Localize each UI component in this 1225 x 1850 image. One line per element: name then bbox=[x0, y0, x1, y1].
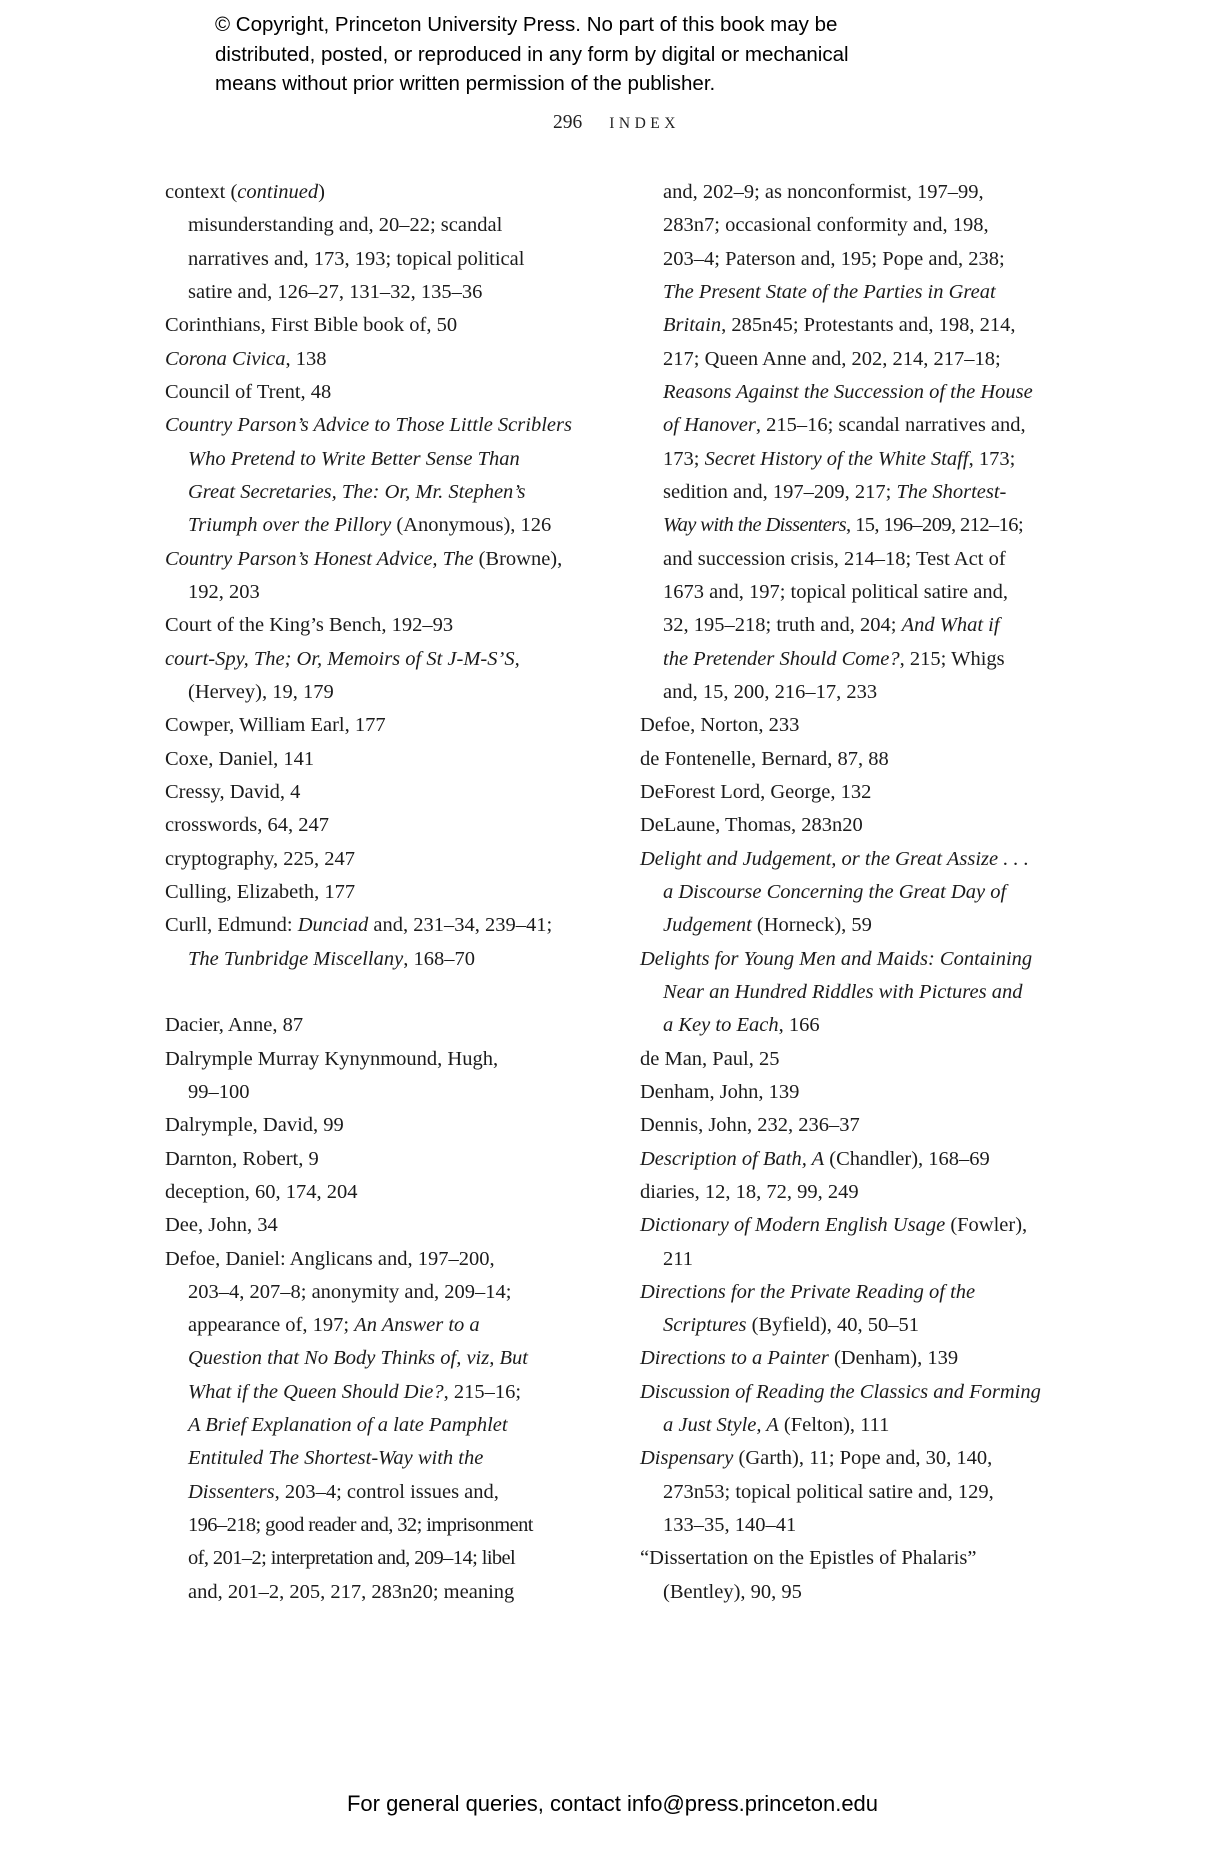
index-text-italic: Way with the Dissenters bbox=[663, 514, 847, 537]
copyright-notice bbox=[215, 10, 849, 99]
index-text-italic: Dictionary of Modern English Usage bbox=[640, 1214, 946, 1237]
index-line bbox=[640, 376, 1110, 409]
index-line bbox=[640, 709, 1110, 742]
index-line bbox=[640, 1309, 1110, 1342]
index-line bbox=[640, 909, 1110, 942]
index-line bbox=[165, 1476, 620, 1509]
index-text-italic: Dissenters bbox=[188, 1480, 275, 1503]
copyright-line: © Copyright, Princeton University Press. No part of this book may be bbox=[215, 13, 838, 36]
index-line bbox=[640, 209, 1110, 242]
index-line bbox=[165, 1542, 620, 1575]
index-text-italic: a Just Style, A bbox=[663, 1414, 779, 1437]
index-line bbox=[165, 1576, 620, 1609]
index-line bbox=[165, 409, 620, 442]
index-text: , 166 bbox=[778, 1014, 820, 1037]
index-line bbox=[165, 676, 620, 709]
index-line bbox=[165, 843, 620, 876]
index-text-italic: Great Secretaries, The: Or, Mr. Stephen’s bbox=[188, 480, 526, 503]
index-text-italic: court-Spy, The; Or, Memoirs of St J-M-S’S, bbox=[165, 647, 520, 670]
index-text: Cressy, David, 4 bbox=[165, 780, 301, 803]
index-line bbox=[640, 1376, 1110, 1409]
index-text: (Horneck), 59 bbox=[751, 914, 872, 937]
index-text: sedition and, 197–209, 217; bbox=[663, 480, 897, 503]
index-text: Denham, John, 139 bbox=[640, 1080, 800, 1103]
index-line bbox=[165, 1076, 620, 1109]
index-text: Dalrymple, David, 99 bbox=[165, 1114, 344, 1137]
index-line bbox=[165, 476, 620, 509]
index-line bbox=[165, 1442, 620, 1475]
index-text-italic: Dispensary bbox=[640, 1447, 734, 1470]
index-text: 203–4; Paterson and, 195; Pope and, 238; bbox=[663, 247, 1005, 270]
index-line bbox=[165, 609, 620, 642]
index-line bbox=[640, 876, 1110, 909]
index-text: context ( bbox=[165, 181, 238, 203]
index-text: Dennis, John, 232, 236–37 bbox=[640, 1114, 860, 1137]
index-line bbox=[640, 976, 1110, 1009]
index-text-italic: Britain bbox=[663, 314, 722, 337]
index-line bbox=[165, 776, 620, 809]
index-text-italic: An Answer to a bbox=[354, 1314, 480, 1337]
index-line bbox=[165, 743, 620, 776]
index-right-column bbox=[640, 176, 1110, 1609]
index-text-italic: Delights for Young Men and Maids: Containing bbox=[640, 947, 1033, 970]
index-text: and, 202–9; as nonconformist, 197–99, bbox=[663, 181, 984, 203]
index-text-italic: Scriptures bbox=[663, 1314, 747, 1337]
index-text-italic: a Key to Each bbox=[663, 1014, 779, 1037]
copyright-line: distributed, posted, or reproduced in any form by digital or mechanical bbox=[215, 42, 849, 66]
index-text: Dee, John, 34 bbox=[165, 1214, 278, 1237]
index-text-italic: of Hanover bbox=[663, 414, 756, 437]
index-text: 217; Queen Anne and, 202, 214, 217–18; bbox=[663, 347, 1001, 370]
index-line bbox=[640, 309, 1110, 342]
index-line bbox=[165, 809, 620, 842]
index-text: , 138 bbox=[285, 347, 327, 370]
index-line bbox=[640, 943, 1110, 976]
index-text-italic: Directions for the Private Reading of the bbox=[640, 1280, 976, 1303]
page-header bbox=[553, 112, 680, 134]
index-line bbox=[165, 443, 620, 476]
index-text: (Anonymous), 126 bbox=[391, 514, 552, 537]
index-text: , 173; bbox=[968, 447, 1016, 470]
index-text: and, 201–2, 205, 217, 283n20; meaning bbox=[188, 1580, 515, 1603]
index-text-italic: The Tunbridge Miscellany bbox=[188, 947, 404, 970]
index-line bbox=[640, 409, 1110, 442]
index-line bbox=[165, 909, 620, 942]
index-text: 173; bbox=[663, 447, 705, 470]
index-text-italic: a Discourse Concerning the Great Day of bbox=[663, 880, 1007, 903]
index-text: (Garth), 11; Pope and, 30, 140, bbox=[733, 1447, 993, 1470]
index-text: Culling, Elizabeth, 177 bbox=[165, 880, 356, 903]
index-text: and, 15, 200, 216–17, 233 bbox=[663, 680, 878, 703]
index-text-italic: What if the Queen Should Die? bbox=[188, 1380, 444, 1403]
index-line bbox=[165, 1376, 620, 1409]
index-text-italic: The Shortest- bbox=[896, 480, 1007, 503]
index-line bbox=[165, 376, 620, 409]
index-line bbox=[165, 309, 620, 342]
index-text: de Fontenelle, Bernard, 87, 88 bbox=[640, 747, 889, 770]
index-line bbox=[640, 276, 1110, 309]
index-text: , 215–16; scandal narratives and, bbox=[755, 414, 1026, 437]
index-text: 203–4, 207–8; anonymity and, 209–14; bbox=[188, 1280, 512, 1303]
index-line bbox=[165, 1176, 620, 1209]
index-text-italic: Question that No Body Thinks of, viz, But bbox=[188, 1347, 528, 1370]
index-line bbox=[640, 1442, 1110, 1475]
index-text-italic: Secret History of the White Staff bbox=[704, 447, 969, 470]
index-text: deception, 60, 174, 204 bbox=[165, 1180, 358, 1203]
index-text: and succession crisis, 214–18; Test Act of bbox=[663, 547, 1006, 570]
index-line bbox=[640, 1509, 1110, 1542]
index-line bbox=[640, 643, 1110, 676]
index-line bbox=[165, 243, 620, 276]
index-line bbox=[165, 1009, 620, 1042]
index-text: Council of Trent, 48 bbox=[165, 380, 332, 403]
index-text-italic: the Pretender Should Come? bbox=[663, 647, 900, 670]
index-line bbox=[640, 509, 1110, 542]
index-text-italic: Dunciad bbox=[297, 914, 369, 937]
index-text: Darnton, Robert, 9 bbox=[165, 1147, 319, 1170]
index-line bbox=[165, 1209, 620, 1242]
index-text: Coxe, Daniel, 141 bbox=[165, 747, 315, 770]
index-line bbox=[640, 743, 1110, 776]
index-line bbox=[640, 609, 1110, 642]
index-line bbox=[165, 1143, 620, 1176]
index-text: (Hervey), 19, 179 bbox=[188, 680, 334, 703]
index-text: ) bbox=[318, 181, 325, 203]
index-line bbox=[165, 943, 620, 976]
footer-contact bbox=[0, 1791, 1225, 1817]
index-text-italic: Country Parson’s Advice to Those Little Scriblers bbox=[165, 414, 572, 437]
index-text: satire and, 126–27, 131–32, 135–36 bbox=[188, 280, 483, 303]
index-text: 273n53; topical political satire and, 129, bbox=[663, 1480, 994, 1503]
index-text: 1673 and, 197; topical political satire and, bbox=[663, 580, 1008, 603]
index-text: 196–218; good reader and, 32; imprisonment bbox=[188, 1514, 533, 1537]
index-text: , 15, 196–209, 212–16; bbox=[846, 514, 1024, 537]
index-line bbox=[640, 1209, 1110, 1242]
index-line bbox=[165, 209, 620, 242]
index-line bbox=[640, 243, 1110, 276]
index-text-italic: The Present State of the Parties in Great bbox=[663, 280, 996, 303]
page-number: 296 bbox=[553, 112, 583, 133]
index-text: misunderstanding and, 20–22; scandal bbox=[188, 214, 503, 237]
index-text-italic: Triumph over the Pillory bbox=[188, 514, 392, 537]
index-text-italic: A Brief Explanation of a late Pamphlet bbox=[188, 1414, 508, 1437]
index-text: (Bentley), 90, 95 bbox=[663, 1580, 802, 1603]
index-line bbox=[640, 1043, 1110, 1076]
index-line bbox=[165, 1243, 620, 1276]
index-line bbox=[165, 343, 620, 376]
index-text: Court of the King’s Bench, 192–93 bbox=[165, 614, 454, 637]
index-text: (Denham), 139 bbox=[828, 1347, 959, 1370]
index-text-italic: Description of Bath, A bbox=[640, 1147, 825, 1170]
copyright-line: means without prior written permission of the publisher. bbox=[215, 72, 716, 95]
index-line bbox=[165, 1309, 620, 1342]
index-text: cryptography, 225, 247 bbox=[165, 847, 355, 870]
index-text: of, 201–2; interpretation and, 209–14; libel bbox=[188, 1547, 516, 1570]
index-line bbox=[640, 576, 1110, 609]
index-text: (Fowler), bbox=[945, 1214, 1028, 1237]
index-text-italic: Delight and Judgement, or the Great Assize . . . bbox=[640, 847, 1029, 870]
index-line bbox=[640, 1276, 1110, 1309]
index-line bbox=[640, 1176, 1110, 1209]
index-text: diaries, 12, 18, 72, 99, 249 bbox=[640, 1180, 859, 1203]
index-line bbox=[640, 843, 1110, 876]
index-line bbox=[640, 1009, 1110, 1042]
index-line bbox=[640, 1109, 1110, 1142]
index-text: 283n7; occasional conformity and, 198, bbox=[663, 214, 989, 237]
index-line bbox=[165, 1409, 620, 1442]
index-text: DeForest Lord, George, 132 bbox=[640, 780, 872, 803]
index-line bbox=[640, 343, 1110, 376]
index-line bbox=[165, 176, 620, 209]
index-line bbox=[165, 1043, 620, 1076]
index-text-italic: Entituled The Shortest-Way with the bbox=[188, 1447, 484, 1470]
index-text-italic: Who Pretend to Write Better Sense Than bbox=[188, 447, 520, 470]
index-text-italic: Reasons Against the Succession of the House bbox=[663, 380, 1033, 403]
index-line bbox=[165, 1276, 620, 1309]
index-text: crosswords, 64, 247 bbox=[165, 814, 329, 837]
index-text: , 168–70 bbox=[403, 947, 475, 970]
index-line bbox=[165, 643, 620, 676]
index-left-column bbox=[165, 176, 620, 1609]
index-text: Defoe, Daniel: Anglicans and, 197–200, bbox=[165, 1247, 495, 1270]
index-text: Curll, Edmund: bbox=[165, 914, 298, 937]
index-line bbox=[165, 276, 620, 309]
index-line bbox=[640, 443, 1110, 476]
index-text: , 215; Whigs bbox=[899, 647, 1005, 670]
index-text-italic: Country Parson’s Honest Advice, The bbox=[165, 547, 474, 570]
index-text: , 215–16; bbox=[443, 1380, 522, 1403]
index-line bbox=[640, 543, 1110, 576]
index-text-italic: Discussion of Reading the Classics and Forming bbox=[640, 1380, 1041, 1403]
header-title: INDEX bbox=[609, 115, 680, 132]
index-text: 99–100 bbox=[188, 1080, 250, 1103]
index-line bbox=[640, 1576, 1110, 1609]
index-line bbox=[640, 809, 1110, 842]
index-text: Cowper, William Earl, 177 bbox=[165, 714, 386, 737]
index-line bbox=[640, 676, 1110, 709]
index-text-italic: Directions to a Painter bbox=[640, 1347, 829, 1370]
index-line bbox=[640, 1243, 1110, 1276]
index-text: and, 231–34, 239–41; bbox=[368, 914, 553, 937]
index-text: 133–35, 140–41 bbox=[663, 1514, 797, 1537]
index-line bbox=[165, 576, 620, 609]
index-text-italic: Judgement bbox=[663, 914, 752, 937]
index-text: (Chandler), 168–69 bbox=[824, 1147, 990, 1170]
index-line bbox=[640, 1542, 1110, 1575]
index-line bbox=[165, 1109, 620, 1142]
index-line bbox=[640, 1476, 1110, 1509]
index-line bbox=[640, 176, 1110, 209]
index-text: Corinthians, First Bible book of, 50 bbox=[165, 314, 458, 337]
index-text: , 203–4; control issues and, bbox=[274, 1480, 499, 1503]
index-line bbox=[165, 1342, 620, 1375]
footer-text: For general queries, contact info@press.princeton.edu bbox=[346, 1791, 879, 1816]
index-text: de Man, Paul, 25 bbox=[640, 1047, 780, 1070]
index-line bbox=[165, 509, 620, 542]
index-text: DeLaune, Thomas, 283n20 bbox=[640, 814, 863, 837]
index-text: 192, 203 bbox=[188, 580, 260, 603]
index-text: narratives and, 173, 193; topical political bbox=[188, 247, 525, 270]
index-text-italic: continued bbox=[237, 181, 319, 203]
index-line bbox=[640, 1143, 1110, 1176]
index-text: Defoe, Norton, 233 bbox=[640, 714, 800, 737]
index-line bbox=[640, 1409, 1110, 1442]
index-text: Dacier, Anne, 87 bbox=[165, 1014, 304, 1037]
index-line bbox=[165, 1509, 620, 1542]
index-text: , 285n45; Protestants and, 198, 214, bbox=[721, 314, 1016, 337]
index-text: (Browne), bbox=[473, 547, 563, 570]
index-text-italic: And What if bbox=[901, 614, 1000, 637]
index-text: (Byfield), 40, 50–51 bbox=[746, 1314, 920, 1337]
index-line bbox=[640, 1342, 1110, 1375]
index-line bbox=[165, 709, 620, 742]
index-text: Dalrymple Murray Kynynmound, Hugh, bbox=[165, 1047, 499, 1070]
index-text: appearance of, 197; bbox=[188, 1314, 355, 1337]
index-line bbox=[640, 776, 1110, 809]
index-line bbox=[640, 476, 1110, 509]
index-text-italic: Near an Hundred Riddles with Pictures and bbox=[663, 980, 1023, 1003]
index-line bbox=[640, 1076, 1110, 1109]
index-text: 32, 195–218; truth and, 204; bbox=[663, 614, 902, 637]
index-text: 211 bbox=[663, 1247, 693, 1270]
index-line bbox=[165, 543, 620, 576]
index-text: (Felton), 111 bbox=[778, 1414, 890, 1437]
index-text-italic: Corona Civica bbox=[165, 347, 286, 370]
index-text: “Dissertation on the Epistles of Phalaris” bbox=[640, 1547, 977, 1570]
index-line bbox=[165, 876, 620, 909]
